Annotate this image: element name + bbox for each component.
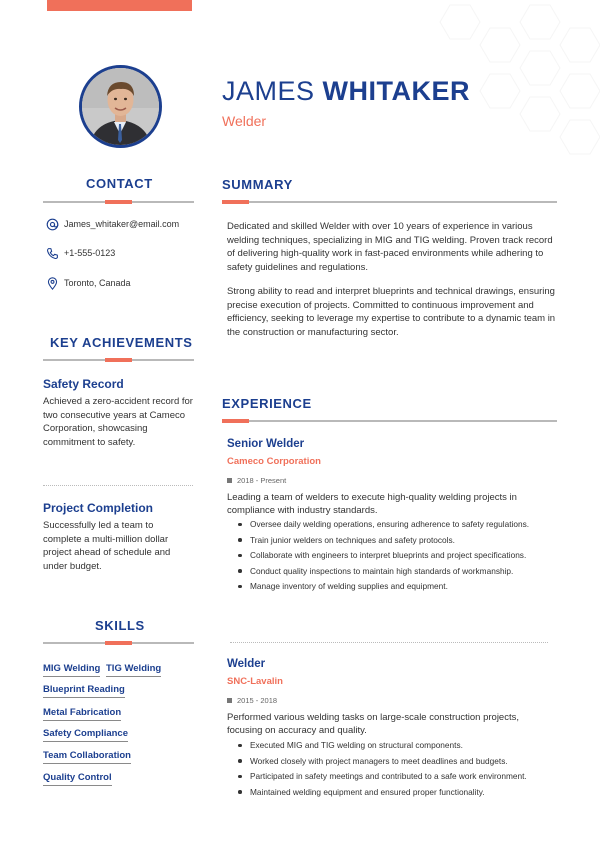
- skills-divider: [43, 642, 194, 644]
- experience-heading: EXPERIENCE: [222, 396, 312, 411]
- list-item: Maintained welding equipment and ensured proper functionality.: [250, 787, 560, 798]
- job-title: Senior Welder: [227, 438, 305, 450]
- list-item: Executed MIG and TIG welding on structural components.: [250, 740, 560, 751]
- job-dates: [227, 696, 277, 705]
- calendar-icon: [227, 478, 232, 483]
- job-description: Performed various welding tasks on large-scale construction projects, focusing on accuracy and quality.: [227, 712, 519, 736]
- skill-tag: MIG Welding: [43, 663, 100, 677]
- skills-heading: SKILLS: [95, 618, 145, 633]
- achievements-heading: KEY ACHIEVEMENTS: [50, 335, 193, 350]
- job-dates: [227, 476, 286, 485]
- location-pin-icon: [45, 276, 59, 290]
- at-icon: [45, 217, 59, 231]
- experience-divider: [222, 420, 557, 422]
- job-dates-text: 2015 - 2018: [237, 696, 278, 705]
- skill-tag: Team Collaboration: [43, 750, 131, 764]
- summary-paragraph: Dedicated and skilled Welder with over 10 years of experience in various welding techniques, specializing in MIG and TIG welding. Proven track record of delivering high-quality work in fast-paced environments while adhering to safety guidelines and regulations.: [227, 221, 553, 273]
- job-bullet-list: [250, 740, 560, 802]
- skill-tag: Quality Control: [43, 772, 112, 786]
- job-separator: [230, 642, 548, 643]
- skill-tag: Blueprint Reading: [43, 684, 125, 698]
- last-name: WHITAKER: [322, 76, 471, 106]
- contact-divider: [43, 201, 194, 203]
- achievement-text: Achieved a zero-accident record for two consecutive years at Cameco Corporation, showcasing commitment to safety.: [43, 396, 193, 448]
- achievement-separator: [43, 485, 193, 486]
- email-text: James_whitaker@email.com: [64, 219, 180, 229]
- phone-text: +1-555-0123: [64, 248, 116, 258]
- list-item: Train junior welders on techniques and safety protocols.: [250, 535, 560, 546]
- job-company: SNC-Lavalin: [227, 676, 283, 687]
- job-description: Leading a team of welders to execute high-quality welding projects in compliance with industry standards.: [227, 492, 517, 516]
- list-item: Worked closely with project managers to meet deadlines and budgets.: [250, 756, 560, 767]
- calendar-icon: [227, 698, 232, 703]
- phone-icon: [45, 246, 59, 260]
- achievements-divider: [43, 359, 194, 361]
- contact-location: [45, 276, 131, 290]
- profile-photo: [79, 65, 162, 148]
- contact-heading: CONTACT: [86, 176, 153, 191]
- list-item: Collaborate with engineers to interpret blueprints and project specifications.: [250, 550, 560, 561]
- candidate-name: [222, 76, 470, 107]
- contact-email[interactable]: [45, 217, 179, 231]
- summary-paragraph: Strong ability to read and interpret blueprints and technical drawings, ensuring precise execution of projects. Committed to continuous improvement and efficiency, seeking to leverage my expertise to contribute to a dynamic team in the construction or manufacturing sector.: [227, 286, 556, 338]
- achievement-text: Successfully led a team to complete a multi-million dollar project ahead of schedule and under budget.: [43, 520, 171, 572]
- top-accent-bar: [47, 0, 192, 11]
- location-text: Toronto, Canada: [64, 278, 131, 288]
- list-item: Manage inventory of welding supplies and equipment.: [250, 581, 560, 592]
- skill-tag: TIG Welding: [106, 663, 161, 677]
- job-role: Welder: [222, 113, 267, 129]
- list-item: Participated in safety meetings and contributed to a safe work environment.: [250, 771, 560, 782]
- achievement-title: Project Completion: [43, 501, 154, 515]
- achievement-title: Safety Record: [43, 377, 124, 391]
- list-item: Conduct quality inspections to maintain high standards of workmanship.: [250, 566, 560, 577]
- summary-divider: [222, 201, 557, 203]
- summary-heading: SUMMARY: [222, 177, 293, 192]
- list-item: Oversee daily welding operations, ensuring adherence to safety regulations.: [250, 519, 560, 530]
- job-bullet-list: [250, 519, 560, 597]
- contact-phone[interactable]: [45, 246, 115, 260]
- job-dates-text: 2018 - Present: [237, 476, 287, 485]
- first-name: JAMES: [222, 76, 315, 106]
- job-company: Cameco Corporation: [227, 456, 321, 467]
- job-title: Welder: [227, 658, 266, 670]
- skill-tag: Metal Fabrication: [43, 707, 121, 721]
- skill-tag: Safety Compliance: [43, 728, 128, 742]
